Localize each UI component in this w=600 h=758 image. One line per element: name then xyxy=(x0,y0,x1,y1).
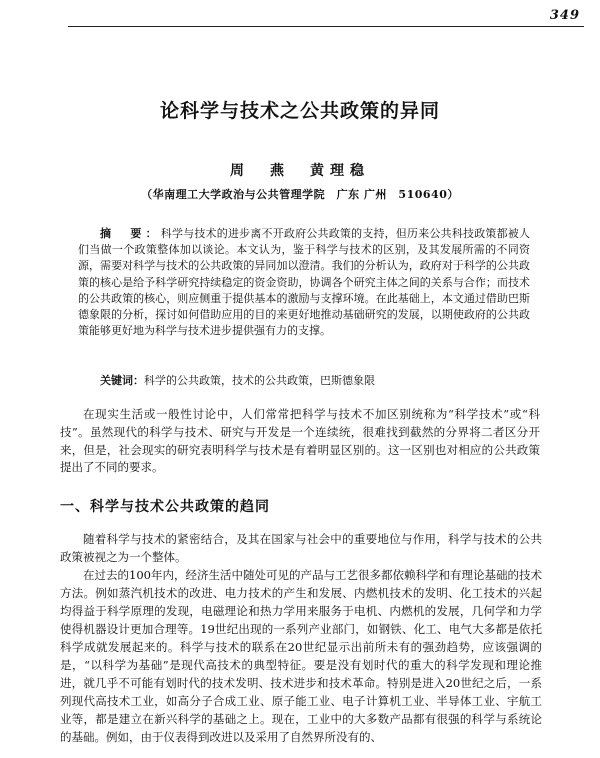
intro-paragraph: 在现实生活或一般性讨论中，人们常常把科学与技术不加区别统称为“科学技术”或“科技”。虽然现代的科学与技术、研究与开发是一个连续统，很难找到截然的分界将二者区分开来，但是，社会现实的研究表明科学与技术是有着明显区别的。这一区别也对相应的公共政策提出了不同的要求。 xyxy=(60,407,540,475)
author-names: 周 燕 黄理稳 xyxy=(230,163,370,179)
page-number: 349 xyxy=(549,8,580,23)
keywords xyxy=(78,373,530,389)
keywords-label: 关键词： xyxy=(100,374,144,387)
author-affiliation: （华南理工大学政治与公共管理学院 广东 广州 510640） xyxy=(141,188,459,201)
abstract-text: 科学与技术的进步离不开政府公共政策的支持，但历来公共科技政策都被人们当做一个政策整体加以谈论。本文认为，鉴于科学与技术的区别，及其发展所需的不同资源，需要对科学与技术的公共政策的异同加以澄清。我们的分析认为，政府对于科学的公共政策的核心是给予科学研究持续稳定的资金资助，协调各个研究主体之间的关系与合作；而技术的公共政策的核心，则应侧重于提供基本的激励与支撑环境。在此基础上，本文通过借助巴斯德象限的分析，探讨如何借助应用的目的来更好地推动基础研究的发展，以期使政府的公共政策能够更好地为科学与技术进步提供强有力的支撑。 xyxy=(78,227,531,338)
abstract xyxy=(78,226,530,339)
body-paragraph: 在过去的100年内，经济生活中随处可见的产品与工艺很多都依赖科学和有理论基础的技术方法。例如蒸汽机技术的改进、电力技术的产生和发展、内燃机技术的发明、化工技术的兴起均得益于科学原理的发现，电磁理论和热力学用来服务于电机、内燃机的发展，几何学和力学使得机器设计更加合理等。19世纪出现的一系列产业部门，如钢铁、化工、电气大多都是依托科学成就发展起来的。科学与技术的联系在20世纪显示出前所未有的强劲趋势，应该强调的是，“以科学为基础”是现代高技术的典型特征。要是没有划时代的重大的科学发现和理论推进，就几乎不可能有划时代的技术发明、技术进步和技术革命。特别是进入20世纪之后，一系列现代高技术工业，如高分子合成工业、原子能工业、电子计算机工业、半导体工业、宇航工业等，都是建立在新兴科学的基础之上。现在，工业中的大多数产品都有很强的科学与系统论的基础。例如，由于仪表得到改进以及采用了自然界所没有的、 xyxy=(60,568,542,744)
header-rule xyxy=(68,26,584,27)
keywords-text: 科学的公共政策，技术的公共政策，巴斯德象限 xyxy=(144,374,375,387)
abstract-label: 摘 要： xyxy=(100,227,161,240)
section-heading: 一、科学与技术公共政策的趋同 xyxy=(60,499,270,515)
article-title: 论科学与技术之公共政策的异同 xyxy=(159,100,440,122)
body-paragraph: 随着科学与技术的紧密结合，及其在国家与社会中的重要地位与作用，科学与技术的公共政策被视之为一个整体。 xyxy=(60,532,542,564)
